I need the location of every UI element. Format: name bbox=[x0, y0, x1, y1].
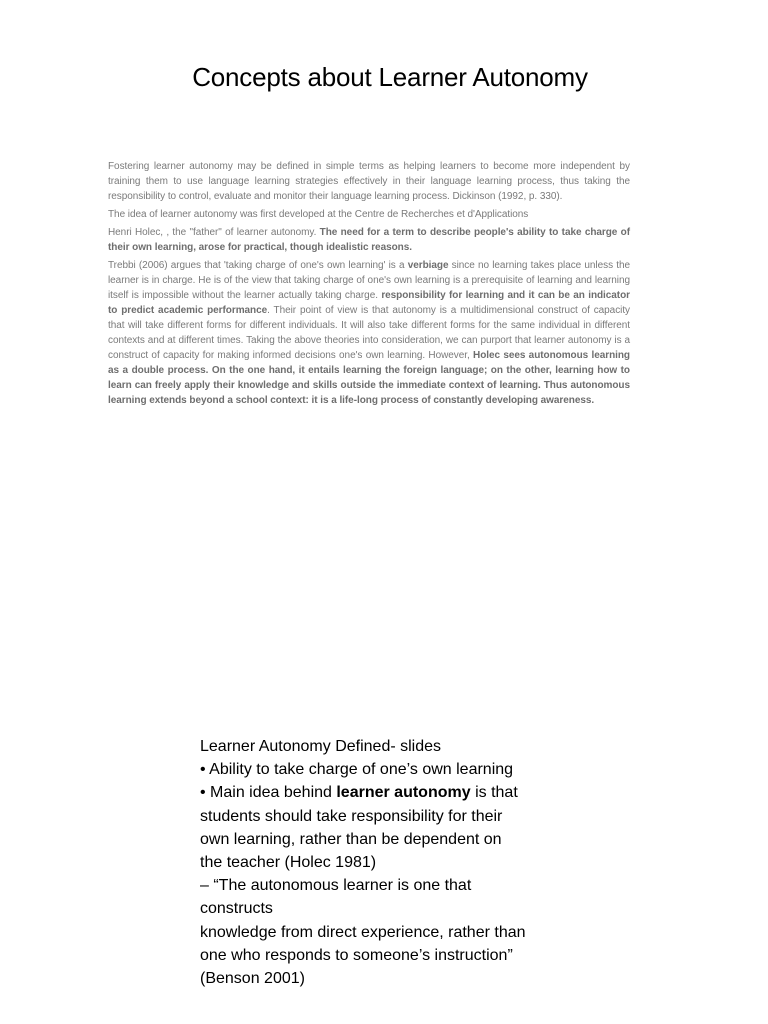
holec-bold-text: The need for a term to describe people's ability to take charge of their own learning, arose for practical, though idealistic reasons. bbox=[108, 227, 630, 253]
slides-text: is that bbox=[470, 784, 518, 802]
trebbi-text-e: . Their point of view is that autonomy is a multidimensional construct of capacity that will take different forms for different individuals. It will also take different forms for the same individual in different contexts and at different times. Taking the above theories into consideration, we can purport that learner autonomy is a construct of capacity for making informed decisions one's own learning. However, bbox=[108, 305, 630, 361]
trebbi-text-c: since no learning takes place unless the learner is in charge. He is of the view that taking charge of one's own learning is a prerequisite of learning and learning itself is impossible without the learner actually taking charge. bbox=[108, 260, 630, 301]
slides-line: constructs bbox=[200, 900, 273, 918]
slides-line: knowledge from direct experience, rather than bbox=[200, 923, 526, 941]
paragraph-trebbi bbox=[108, 258, 630, 408]
paragraph-holec bbox=[108, 225, 630, 255]
trebbi-bold-verbiage: verbiage bbox=[407, 260, 449, 271]
slides-notes-block bbox=[200, 735, 580, 990]
slides-bold-term: learner autonomy bbox=[336, 784, 471, 802]
slides-line: students should take responsibility for their bbox=[200, 807, 503, 825]
body-text-block bbox=[108, 159, 630, 411]
slides-line: one who responds to someone’s instruction” bbox=[200, 946, 513, 964]
paragraph-definition: Fostering learner autonomy may be defined in simple terms as helping learners to become more independent by training them to use language learning strategies effectively in their language learning process, thus taking the responsibility to control, evaluate and monitor their language learning process. Dickinson (1992, p. 330). bbox=[108, 161, 630, 202]
page-title: Concepts about Learner Autonomy bbox=[192, 62, 588, 92]
trebbi-text-a: Trebbi (2006) argues that 'taking charge of one's own learning' is a bbox=[108, 260, 408, 271]
slides-text: • Main idea behind bbox=[200, 784, 337, 802]
slides-line: • Ability to take charge of one’s own learning bbox=[200, 761, 514, 779]
slides-line: own learning, rather than be dependent on bbox=[200, 830, 502, 848]
trebbi-bold-holec-process: Holec sees autonomous learning as a double process. On the one hand, it entails learning the foreign language; on the other, learning how to learn can freely apply their knowledge and skills outside the immediate context of learning. Thus autonomous learning extends beyond a school context: it is a life-long process of constantly developing awareness. bbox=[108, 350, 630, 406]
holec-text: Henri Holec, , the "father" of learner autonomy. bbox=[108, 227, 320, 238]
slides-line: (Benson 2001) bbox=[200, 970, 305, 988]
trebbi-bold-responsibility: responsibility for learning and it can be an indicator to predict academic performance bbox=[108, 290, 630, 316]
slides-line bbox=[200, 781, 580, 804]
slides-line: – “The autonomous learner is one that bbox=[200, 877, 472, 895]
paragraph-origin: The idea of learner autonomy was first developed at the Centre de Recherches et d'Applications bbox=[108, 209, 529, 220]
slides-heading: Learner Autonomy Defined- slides bbox=[200, 738, 442, 755]
slides-line: the teacher (Holec 1981) bbox=[200, 854, 377, 872]
